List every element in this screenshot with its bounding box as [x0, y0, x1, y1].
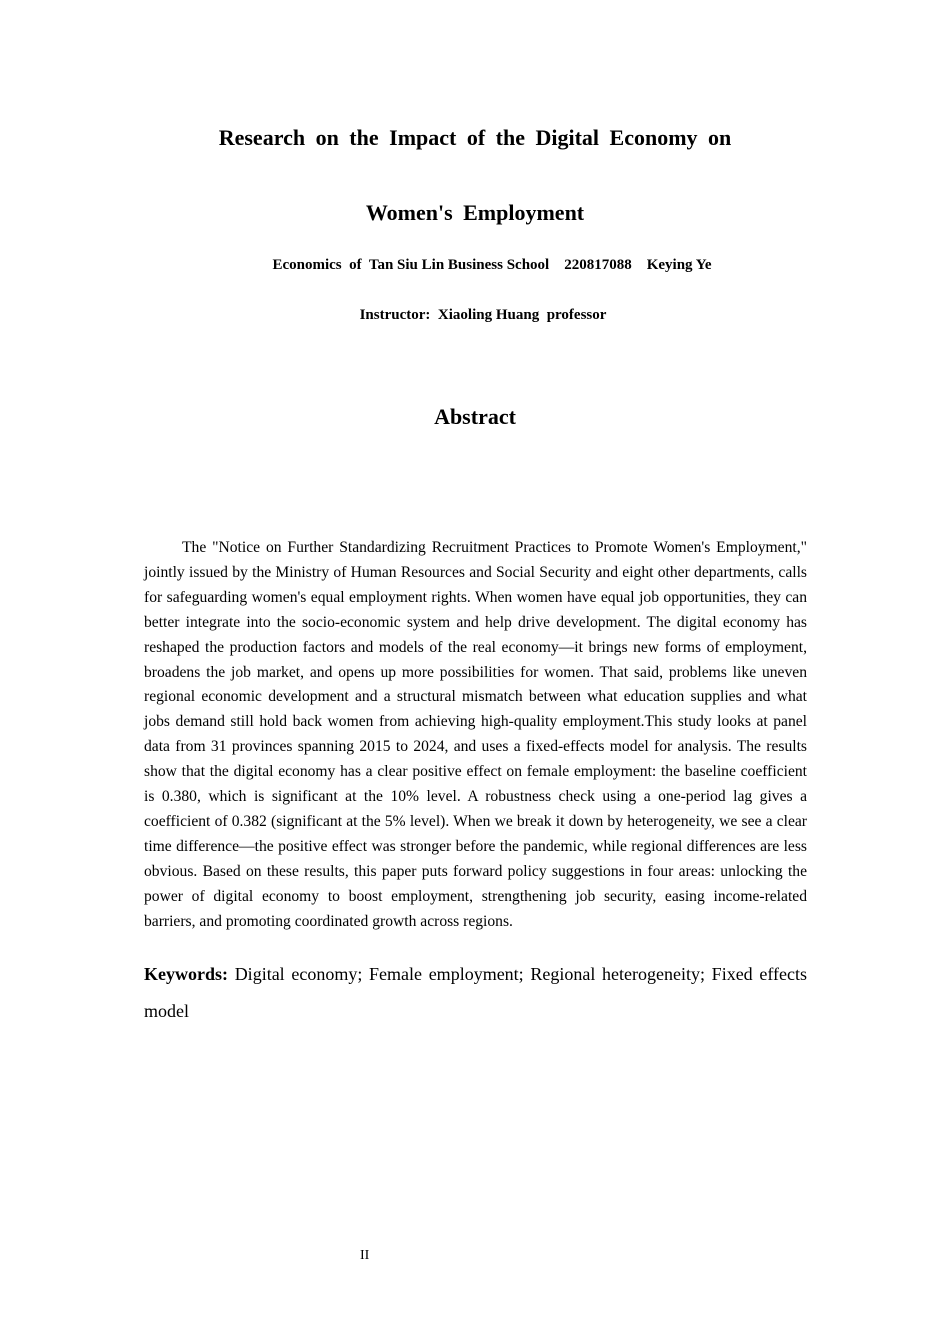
paper-title-line-2: Women's Employment: [365, 200, 585, 225]
page-number: II: [360, 1248, 370, 1263]
keywords-text: Digital economy; Female employment; Regional heterogeneity; Fixed effects model: [144, 964, 808, 1021]
abstract-body: The "Notice on Further Standardizing Recruitment Practices to Promote Women's Employment," jointly issued by the Ministry of Human Resources and Social Security and eight other departments, calls for safeguarding women's equal employment rights. When women have equal job opportunities, they can better integrate into the socio-economic system and help drive development. The digital economy has reshaped the production factors and models of the real economy—it brings new forms of employment, broadens the job market, and opens up more possibilities for women. That said, problems like uneven regional economic development and a structural mismatch between what education supplies and what jobs demand still hold back women from achieving high-quality employment.This study looks at panel data from 31 provinces spanning 2015 to 2024, and uses a fixed-effects model for analysis. The results show that the digital economy has a clear positive effect on female employment: the baseline coefficient is 0.380, which is significant at the 10% level. A robustness check using a one-period lag gives a coefficient of 0.382 (significant at the 5% level). When we break it down by heterogeneity, we see a clear time difference—the positive effect was stronger before the pandemic, while regional differences are less obvious. Based on these results, this paper puts forward policy suggestions in four areas: unlocking the power of digital economy to boost employment, strengthening job security, easing income-related barriers, and promoting coordinated growth across regions.: [144, 539, 807, 930]
abstract-heading: Abstract: [434, 404, 516, 429]
keywords-paragraph: [144, 956, 807, 1030]
keywords-label: Keywords:: [144, 964, 228, 984]
paper-title-line-1: Research on the Impact of the Digital Economy on: [218, 125, 732, 150]
author-line: Economics of Tan Siu Lin Business School 220817088 Keying Ye: [272, 257, 712, 273]
instructor-line: Instructor: Xiaoling Huang professor: [359, 307, 607, 323]
